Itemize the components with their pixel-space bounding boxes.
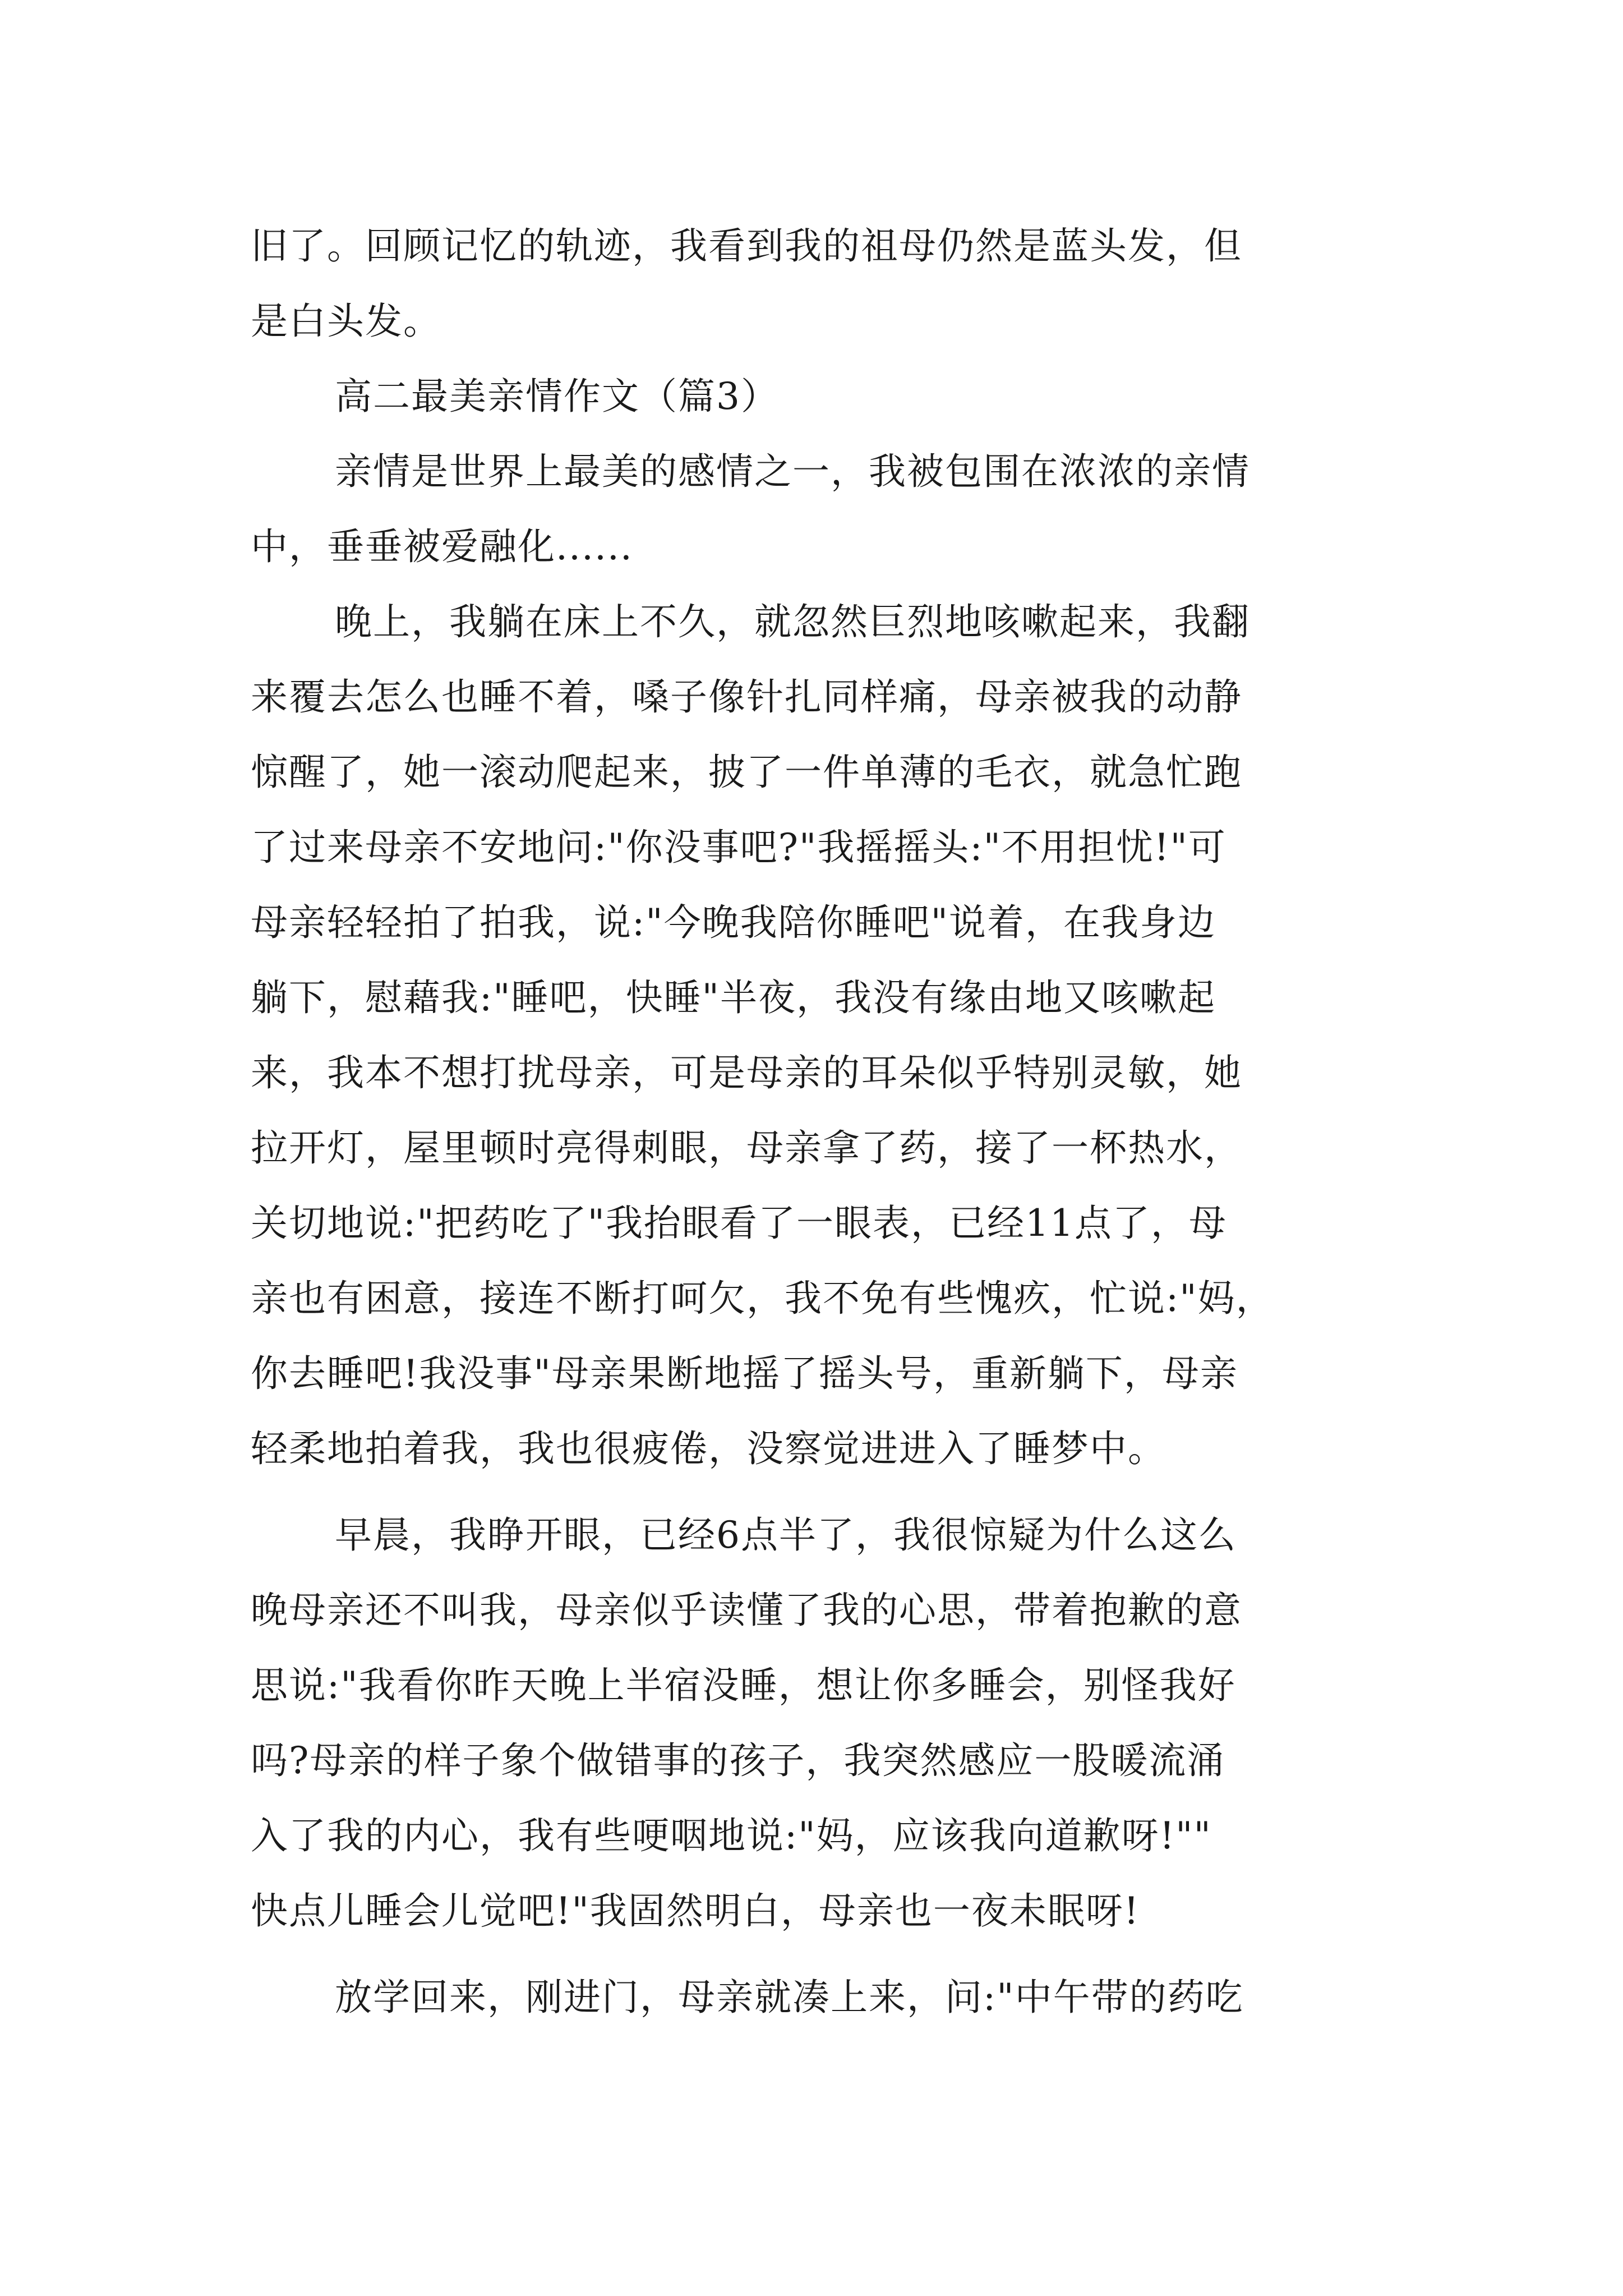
text-line: 中，垂垂被爱融化...... bbox=[251, 525, 633, 568]
text-line: 母亲轻轻拍了拍我，说:"今晚我陪你睡吧"说着，在我身边 bbox=[251, 901, 1216, 944]
text-line: 快点儿睡会儿觉吧!"我固然明白，母亲也一夜未眠呀! bbox=[251, 1889, 1140, 1932]
paragraph-first-line: 高二最美亲情作文（篇3） bbox=[335, 375, 779, 418]
text-line: 亲也有困意，接连不断打呵欠，我不免有些愧疚，忙说:"妈， bbox=[251, 1277, 1274, 1320]
text-line: 惊醒了，她一滚动爬起来，披了一件单薄的毛衣，就急忙跑 bbox=[251, 751, 1242, 794]
paragraph-first-line: 晚上，我躺在床上不久，就忽然巨烈地咳嗽起来，我翻 bbox=[335, 600, 1250, 643]
text-line: 入了我的内心，我有些哽咽地说:"妈，应该我向道歉呀!"" bbox=[251, 1814, 1212, 1857]
text-line: 是白头发。 bbox=[251, 300, 441, 343]
text-line: 躺下，慰藉我:"睡吧，快睡"半夜，我没有缘由地又咳嗽起 bbox=[251, 976, 1216, 1019]
text-line: 来覆去怎么也睡不着，嗓子像针扎同样痛，母亲被我的动静 bbox=[251, 675, 1242, 719]
paragraph-first-line: 放学回来，刚进门，母亲就凑上来，问:"中午带的药吃 bbox=[335, 1976, 1244, 2019]
text-line: 你去睡吧!我没事"母亲果断地摇了摇头号，重新躺下，母亲 bbox=[251, 1352, 1238, 1395]
text-line: 思说:"我看你昨天晚上半宿没睡，想让你多睡会，别怪我好 bbox=[251, 1664, 1236, 1707]
paragraph-first-line: 早晨，我睁开眼，已经6点半了，我很惊疑为什么这么 bbox=[335, 1513, 1237, 1557]
text-line: 关切地说:"把药吃了"我抬眼看了一眼表，已经11点了，母 bbox=[251, 1202, 1227, 1245]
paragraph-first-line: 亲情是世界上最美的感情之一，我被包围在浓浓的亲情 bbox=[335, 450, 1250, 493]
text-line: 拉开灯，屋里顿时亮得刺眼，母亲拿了药，接了一杯热水， bbox=[251, 1126, 1242, 1170]
text-line: 晚母亲还不叫我，母亲似乎读懂了我的心思，带着抱歉的意 bbox=[251, 1589, 1242, 1632]
text-line: 旧了。回顾记忆的轨迹，我看到我的祖母仍然是蓝头发，但 bbox=[251, 224, 1242, 268]
text-line: 了过来母亲不安地问:"你没事吧?"我摇摇头:"不用担忧!"可 bbox=[251, 826, 1227, 869]
document-body bbox=[251, 209, 1389, 2035]
text-line: 来，我本不想打扰母亲，可是母亲的耳朵似乎特别灵敏，她 bbox=[251, 1051, 1242, 1094]
text-line: 轻柔地拍着我，我也很疲倦，没察觉进进入了睡梦中。 bbox=[251, 1427, 1166, 1470]
text-line: 吗?母亲的样子象个做错事的孩子，我突然感应一股暖流涌 bbox=[251, 1739, 1225, 1782]
